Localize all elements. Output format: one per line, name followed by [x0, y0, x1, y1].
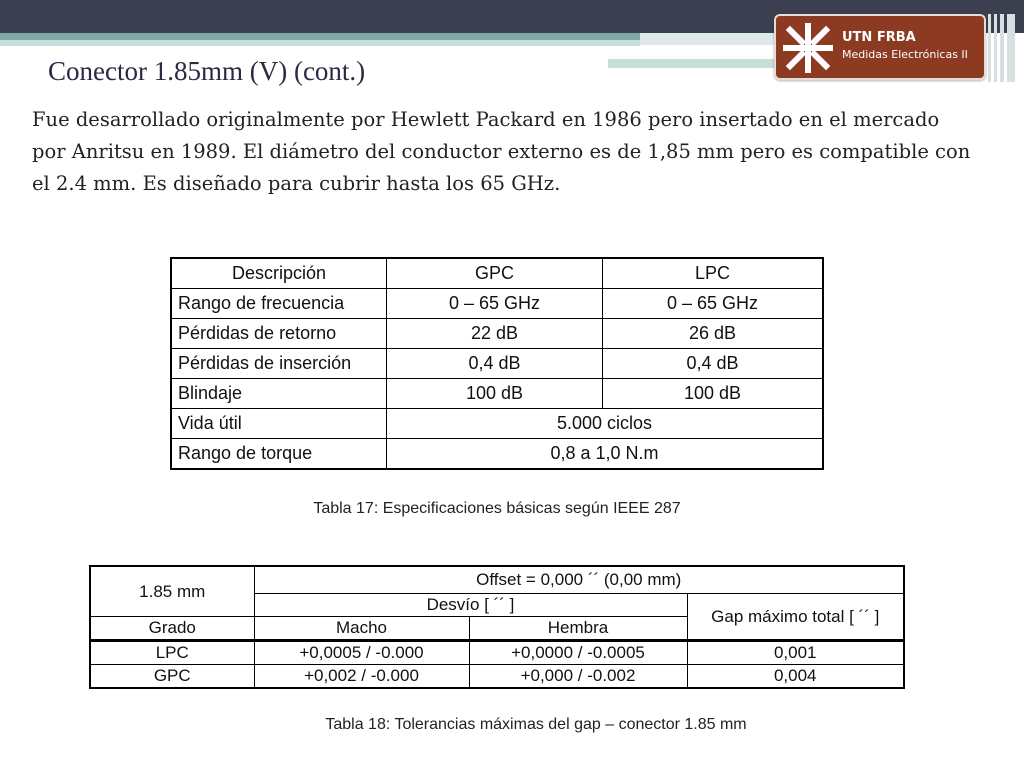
- table-cell: 0,4 dB: [387, 349, 603, 379]
- macho-header-cell: Macho: [254, 617, 469, 641]
- table-cell: 26 dB: [603, 319, 824, 349]
- table-cell: +0,0000 / -0.0005: [469, 641, 687, 665]
- utn-frba-logo: [774, 14, 986, 80]
- row-label: Pérdidas de inserción: [171, 349, 387, 379]
- table-header-row: [171, 258, 823, 289]
- table-cell: +0,000 / -0.002: [469, 665, 687, 689]
- gap-tolerance-table: [89, 565, 905, 689]
- table-cell: GPC: [90, 665, 254, 689]
- table-row: [171, 409, 823, 439]
- desvio-header-cell: Desvío [ ´´ ]: [254, 594, 687, 617]
- table-row: [171, 379, 823, 409]
- table-row: [90, 665, 904, 689]
- header-cell: Descripción: [171, 258, 387, 289]
- accent-stripe-light: [0, 40, 640, 46]
- table-cell: 0,8 a 1,0 N.m: [387, 439, 824, 470]
- accent-stripe-pale: [640, 33, 774, 45]
- row-label: Rango de torque: [171, 439, 387, 470]
- table17-caption: Tabla 17: Especificaciones básicas según IEEE 287: [313, 500, 681, 517]
- header-cell: GPC: [387, 258, 603, 289]
- table-cell: 0 – 65 GHz: [603, 289, 824, 319]
- specifications-table: [170, 257, 824, 470]
- size-label-cell: 1.85 mm: [90, 566, 254, 617]
- gap-header-cell: Gap máximo total [ ´´ ]: [687, 594, 904, 641]
- table-cell: 5.000 ciclos: [387, 409, 824, 439]
- table-cell: +0,002 / -0.000: [254, 665, 469, 689]
- table-cell: 0,4 dB: [603, 349, 824, 379]
- table-cell: 0,001: [687, 641, 904, 665]
- accent-stripe: [0, 33, 640, 40]
- table-cell: 100 dB: [603, 379, 824, 409]
- table-cell: 0,004: [687, 665, 904, 689]
- row-label: Vida útil: [171, 409, 387, 439]
- accent-stripe-right: [608, 59, 774, 68]
- table-row: [171, 319, 823, 349]
- slide-paragraph: Fue desarrollado originalmente por Hewlett Packard en 1986 pero insertado en el mercado por Anritsu en 1989. El diámetro del conductor externo es de 1,85 mm pero es compatible con el 2.4 mm. Es diseñado para cubrir hasta los 65 GHz.: [32, 108, 971, 195]
- hembra-header-cell: Hembra: [469, 617, 687, 641]
- table-row: [171, 439, 823, 470]
- row-label: Rango de frecuencia: [171, 289, 387, 319]
- table18-caption: Tabla 18: Tolerancias máximas del gap – conector 1.85 mm: [325, 716, 747, 733]
- offset-header-cell: Offset = 0,000 ´´ (0,00 mm): [254, 566, 904, 594]
- table-row: [171, 349, 823, 379]
- table-cell: 0 – 65 GHz: [387, 289, 603, 319]
- table-cell: 100 dB: [387, 379, 603, 409]
- table-cell: LPC: [90, 641, 254, 665]
- grado-header-cell: Grado: [90, 617, 254, 641]
- table-row: [90, 641, 904, 665]
- row-label: Blindaje: [171, 379, 387, 409]
- utn-emblem-icon: [782, 22, 834, 74]
- right-edge-stripes: [988, 14, 1016, 82]
- table-header-row: [90, 566, 904, 594]
- slide-title: Conector 1.85mm (V) (cont.): [48, 56, 366, 86]
- logo-title: UTN FRBA: [842, 30, 916, 45]
- logo-subtitle: Medidas Electrónicas II: [842, 48, 968, 61]
- table-cell: 22 dB: [387, 319, 603, 349]
- row-label: Pérdidas de retorno: [171, 319, 387, 349]
- header-cell: LPC: [603, 258, 824, 289]
- table-row: [171, 289, 823, 319]
- table-cell: +0,0005 / -0.000: [254, 641, 469, 665]
